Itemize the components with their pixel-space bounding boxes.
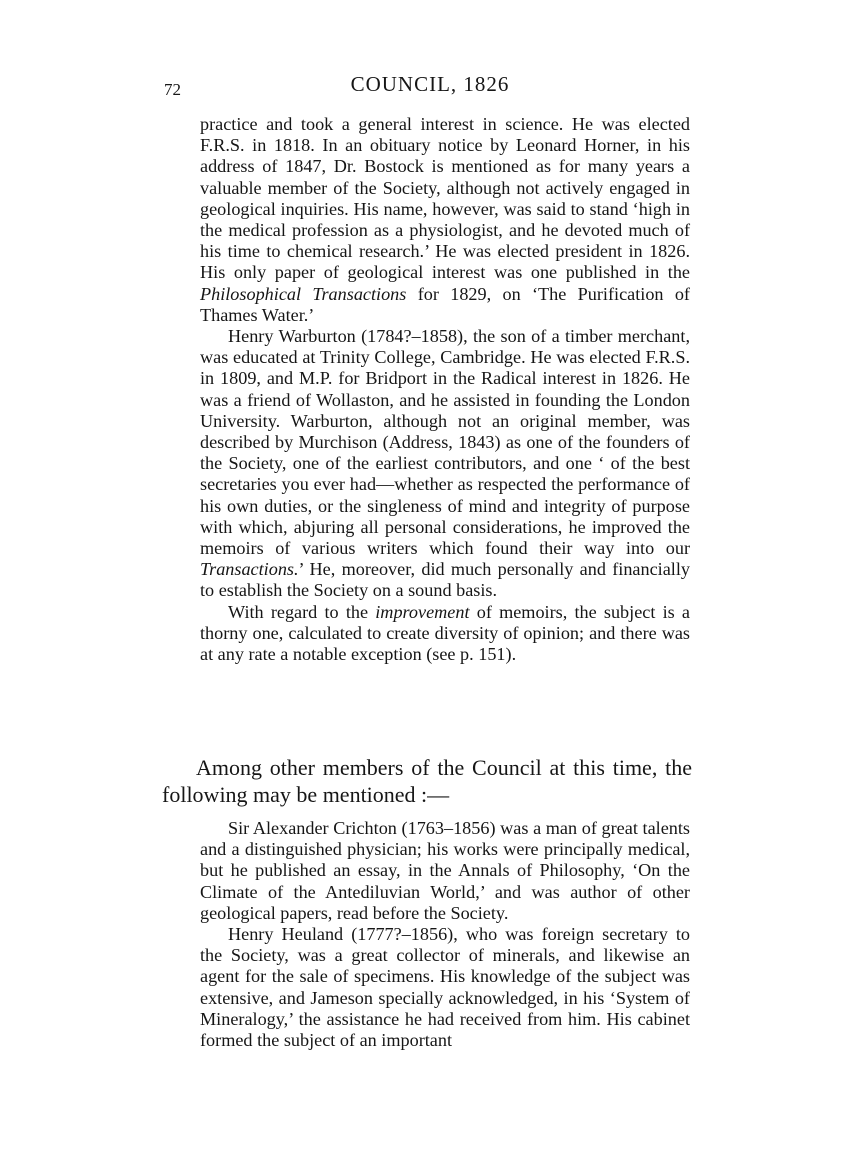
paragraph-warburton [200, 326, 690, 602]
body-text-section-1 [200, 114, 690, 665]
italic-title: Philosophical Transactions [200, 283, 407, 304]
italic-title: Transactions. [200, 559, 299, 580]
body-text-section-2 [200, 818, 690, 1051]
text-run: practice and took a general interest in science. He was elected F.R.S. in 1818. In an obituary notice by Leonard Horner, in his address of 1847, Dr. Bostock is mentioned as for many years a valuable member of the Society, although not actively engaged in geological inquiries. His name, however, was said to stand ‘high in the medical profession as a physiologist, and he devoted much of his time to chemical research.’ He was elected president in 1826. His only paper of geological interest was one published in the [200, 114, 690, 283]
running-head: COUNCIL, 1826 [350, 72, 510, 96]
text-run: With regard to the [228, 601, 376, 622]
text-run: ’ He, moreover, did much personally and financially to establish the Society on a sound basis. [200, 559, 690, 601]
text-run: for 1829, on ‘The Purification of Thames Water.’ [200, 283, 690, 325]
italic-emphasis: improvement [375, 601, 470, 622]
lead-paragraph [162, 755, 692, 808]
paragraph-crichton: Sir Alexander Crichton (1763–1856) was a man of great talents and a distinguished physician; his works were principally medical, but he published an essay, in the Annals of Philosophy, ‘On the Climate of the Antediluvian World,’ and was author of other geological papers, read before the Society. [200, 818, 690, 923]
paragraph-heuland: Henry Heuland (1777?–1856), who was foreign secretary to the Society, was a great collector of minerals, and likewise an agent for the sale of specimens. His knowledge of the subject was extensive, and Jameson specially acknowledged, in his ‘System of Mineralogy,’ the assistance he had received from him. His cabinet formed the subject of an important [200, 924, 690, 1051]
text-run: of memoirs, the subject is a thorny one, calculated to create diversity of opinion; and there was at any rate a notable exception (see p. 151). [200, 601, 690, 665]
paragraph-bostock [200, 114, 690, 326]
page-number: 72 [164, 80, 181, 99]
paragraph-improvement [200, 602, 690, 666]
lead-text: Among other members of the Council at this time, the following may be mentioned :— [162, 755, 692, 807]
text-run: Henry Warburton (1784?–1858), the son of a timber merchant, was educated at Trinity College, Cambridge. He was elected F.R.S. in 1809, and M.P. for Bridport in the Radical interest in 1826. He was a friend of Wollaston, and he assisted in founding the London University. Warburton, although not an original member, was described by Murchison (Address, 1843) as one of the founders of the Society, one of the earliest contributors, and one ‘ of the best secretaries you ever had—whether as respected the performance of his own duties, or the singleness of mind and integrity of purpose with which, abjuring all personal considerations, he improved the memoirs of various writers which found their way into our [200, 326, 690, 559]
